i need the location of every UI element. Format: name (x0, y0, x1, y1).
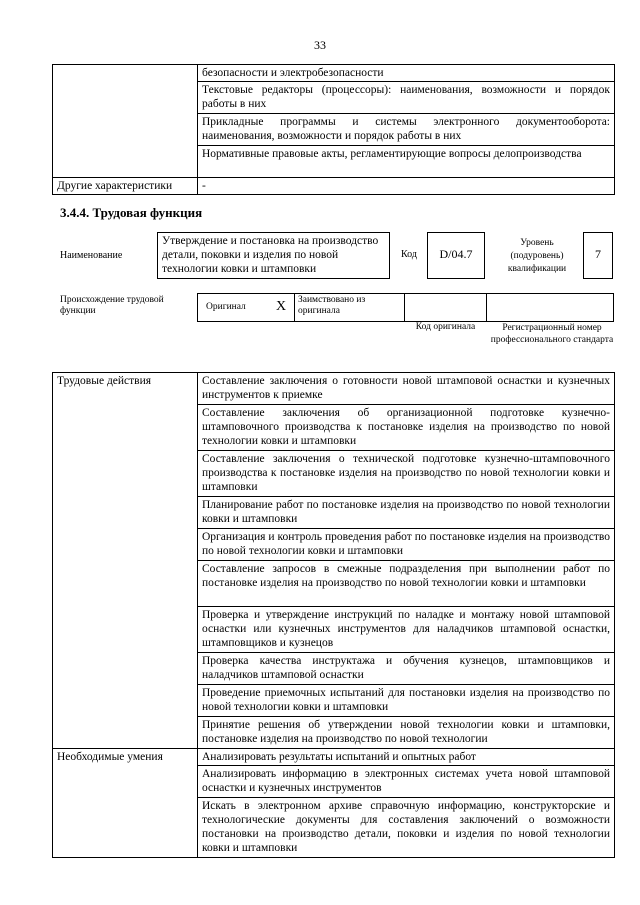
knowledge-row: Нормативные правовые акты, регламентирующие вопросы делопроизводства (198, 146, 615, 178)
action-row: Принятие решения об утверждении новой технологии ковки и штамповки, постановке изделия на производство по новой технологии (198, 717, 615, 749)
action-row: Составление запросов в смежные подразделения при выполнении работ по постановке изделия на производство по новой технологии ковки и штамповки (198, 561, 615, 607)
knowledge-row: Прикладные программы и системы электронного документооборота: наименования, возможности и порядок работы в них (198, 114, 615, 146)
action-row: Организация и контроль проведения работ по постановке изделия на производство по новой технологии ковки и штамповки (198, 529, 615, 561)
other-characteristics-value: - (198, 178, 615, 195)
other-characteristics-label: Другие характеристики (53, 178, 198, 195)
original-box (197, 293, 295, 322)
original-mark: X (276, 299, 287, 314)
code-original-caption: Код оригинала (415, 322, 476, 332)
original-label: Оригинал (206, 302, 246, 312)
action-row: Составление заключения о технической подготовке кузнечно-штамповочного производства к постановке изделия на производство по новой технологии ковки и штамповки (198, 451, 615, 497)
skills-label: Необходимые умения (53, 749, 198, 858)
page-number: 33 (314, 38, 326, 52)
knowledge-label-cell (53, 65, 198, 178)
action-row: Составление заключения об организационной подготовке кузнечно-штамповочного производства к постановке изделия на производство по новой технологии ковки и штамповки (198, 405, 615, 451)
skill-row: Искать в электронном архиве справочную информацию, конструкторские и технологические документы для составления заключений о возможности постановки на производство детали, поковки и изделия по новой технологии ковки и штамповки (198, 798, 615, 858)
knowledge-row: Текстовые редакторы (процессоры): наименования, возможности и порядок работы в них (198, 82, 615, 114)
reg-number-caption: Регистрационный номер профессионального стандарта (490, 323, 614, 345)
skill-row: Анализировать информацию в электронных системах учета новой штамповой оснастки и кузнечных инструментов (198, 766, 615, 798)
origin-label: Происхождение трудовой функции (60, 295, 164, 316)
knowledge-table-continuation (52, 64, 615, 195)
action-row: Составление заключения о готовности новой штамповой оснастки и кузнечных инструментов к приемке (198, 373, 615, 405)
action-row: Проведение приемочных испытаний для постановки изделия на производство по новой технологии ковки и штамповки (198, 685, 615, 717)
level-value-box: 7 (583, 232, 613, 279)
level-label: Уровень (подуровень) квалификации (507, 238, 567, 274)
borrowed-box: Заимствовано из оригинала (294, 293, 405, 322)
section-title: 3.4.4. Трудовая функция (60, 205, 203, 220)
skill-row: Анализировать результаты испытаний и опытных работ (198, 749, 615, 766)
code-original-box (404, 293, 487, 322)
code-value-box: D/04.7 (427, 232, 485, 279)
function-name-box: Утверждение и постановка на производство детали, поковки и изделия по новой технологии ковки и штамповки (157, 232, 390, 279)
code-label: Код (401, 249, 417, 260)
name-label: Наименование (60, 250, 123, 261)
reg-number-box (486, 293, 614, 322)
actions-label: Трудовые действия (53, 373, 198, 749)
knowledge-row: безопасности и электробезопасности (198, 65, 615, 82)
labor-function-table (52, 372, 615, 858)
action-row: Проверка качества инструктажа и обучения кузнецов, штамповщиков и наладчиков штамповой оснастки (198, 653, 615, 685)
action-row: Планирование работ по постановке изделия на производство по новой технологии ковки и штамповки (198, 497, 615, 529)
action-row: Проверка и утверждение инструкций по наладке и монтажу новой штамповой оснастки или кузнечных инструментов для наладчиков штамповой оснастки, штамповщиков и кузнецов (198, 607, 615, 653)
